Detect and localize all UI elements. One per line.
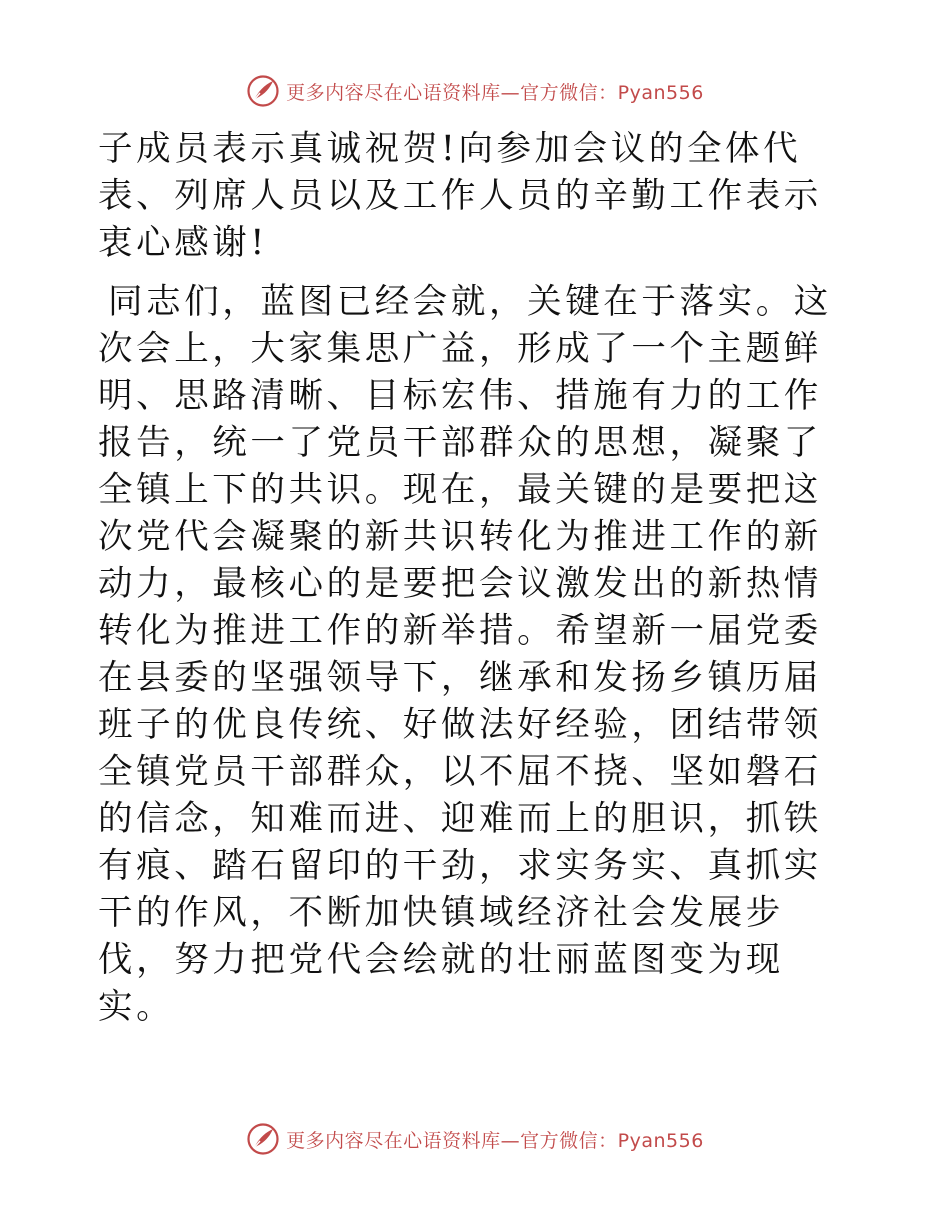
document-body (98, 126, 858, 1031)
header-watermark (0, 71, 950, 111)
quill-logo-icon (246, 1122, 280, 1156)
watermark-text: 更多内容尽在心语资料库—官方微信：Pyan556 (286, 1129, 704, 1152)
paragraph: 同志们，蓝图已经会就，关键在于落实。这次会上，大家集思广益，形成了一个主题鲜明、思路清晰、目标宏伟、措施有力的工作报告，统一了党员干部群众的思想，凝聚了全镇上下的共识。现在，最关键的是要把这次党代会凝聚的新共识转化为推进工作的新动力，最核心的是要把会议激发出的新热情转化为推进工作的新举措。希望新一届党委在县委的坚强领导下，继承和发扬乡镇历届班子的优良传统、好做法好经验，团结带领全镇党员干部群众，以不屈不挠、坚如磐石的信念，知难而进、迎难而上的胆识，抓铁有痕、踏石留印的干劲，求实务实、真抓实干的作风，不断加快镇域经济社会发展步伐，努力把党代会绘就的壮丽蓝图变为现实。 (98, 282, 832, 1027)
watermark-text: 更多内容尽在心语资料库—官方微信：Pyan556 (286, 81, 704, 104)
footer-watermark (0, 1119, 950, 1159)
paragraph: 子成员表示真诚祝贺!向参加会议的全体代表、列席人员以及工作人员的辛勤工作表示衷心感谢! (98, 129, 822, 263)
quill-logo-icon (246, 74, 280, 108)
